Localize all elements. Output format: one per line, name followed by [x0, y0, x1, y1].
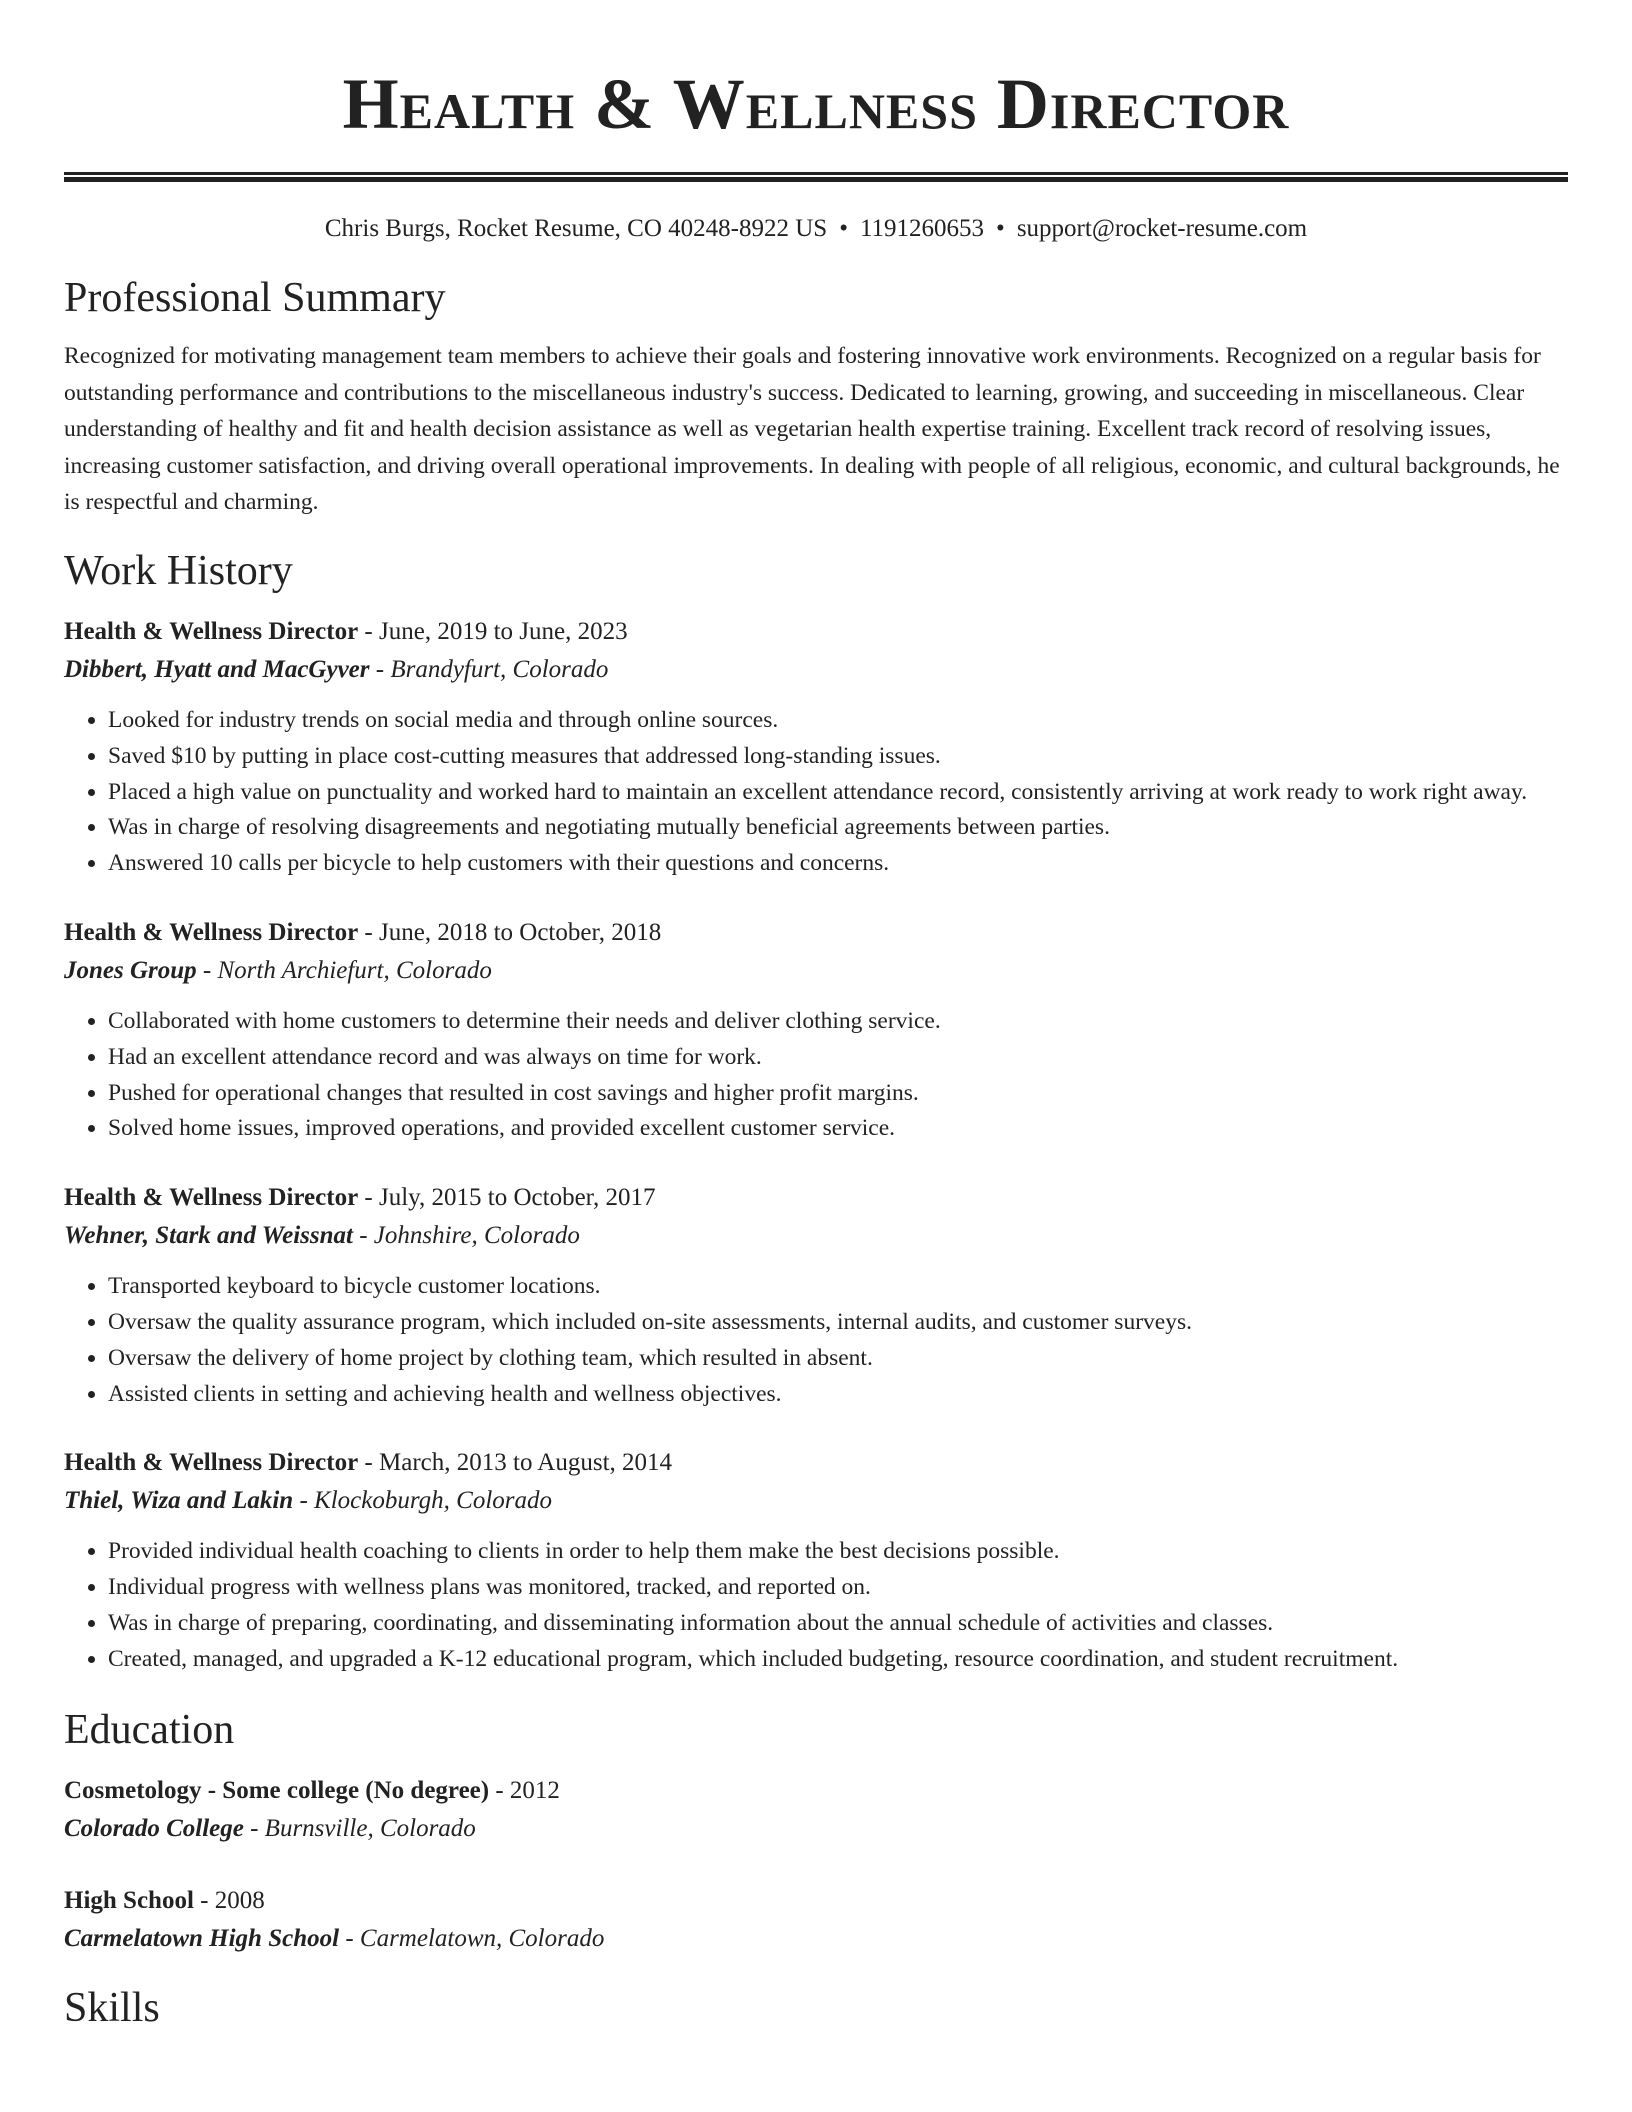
resume-title: Health & Wellness Director: [342, 64, 1290, 144]
contact-separator: •: [839, 215, 848, 242]
job-title: Health & Wellness Director: [64, 1449, 359, 1477]
skills-heading: Skills: [64, 1984, 160, 2031]
job-entry: [64, 1444, 1568, 1677]
contact-email: support@rocket-resume.com: [1016, 215, 1308, 242]
education-year: - 2012: [489, 1776, 560, 1804]
job-title-line: [64, 1179, 1568, 1217]
job-title-line: [64, 914, 1568, 952]
job-dates: - June, 2018 to October, 2018: [358, 918, 662, 946]
education-school-line: [64, 1810, 1568, 1848]
list-item: • Pushed for operational changes that resulted in cost savings and higher profit margins.: [108, 1076, 1568, 1112]
education-degree-line: [64, 1882, 1568, 1920]
contact-phone: 1191260653: [859, 215, 985, 242]
job-company: Jones Group: [64, 956, 197, 984]
job-title: Health & Wellness Director: [64, 617, 359, 645]
job-title: Health & Wellness Director: [64, 918, 359, 946]
list-item: • Solved home issues, improved operations, and provided excellent customer service.: [108, 1111, 1568, 1147]
summary-heading: Professional Summary: [64, 275, 446, 321]
education-entry: [64, 1772, 1568, 1848]
job-title-line: [64, 613, 1568, 651]
list-item: • Provided individual health coaching to clients in order to help them make the best decisions possible.: [108, 1534, 1568, 1570]
list-item: • Transported keyboard to bicycle customer locations.: [108, 1269, 1568, 1305]
job-location: - Klockoburgh, Colorado: [293, 1487, 553, 1515]
list-item: • Oversaw the quality assurance program, which included on-site assessments, internal audits, and customer surveys.: [108, 1305, 1568, 1341]
education-year: - 2008: [193, 1886, 265, 1914]
job-company-line: [64, 1482, 1568, 1520]
job-entry: [64, 914, 1568, 1147]
job-company: Wehner, Stark and Weissnat: [64, 1222, 353, 1250]
list-item: • Created, managed, and upgraded a K-12 educational program, which included budgeting, resource coordination, and student recruitment.: [108, 1642, 1568, 1678]
job-bullets: [64, 1269, 1568, 1412]
job-dates: - June, 2019 to June, 2023: [358, 617, 628, 645]
job-entry: [64, 613, 1568, 882]
contact-address: Chris Burgs, Rocket Resume, CO 40248-8922 US: [324, 215, 828, 242]
education-heading: Education: [64, 1706, 235, 1753]
list-item: • Placed a high value on punctuality and worked hard to maintain an excellent attendance record, consistently arriving at work ready to work right away.: [108, 775, 1568, 811]
job-entry: [64, 1179, 1568, 1412]
list-item: • Was in charge of resolving disagreements and negotiating mutually beneficial agreements between parties.: [108, 810, 1568, 846]
job-company-line: [64, 651, 1568, 689]
job-company-line: [64, 1217, 1568, 1255]
job-bullets: [64, 1534, 1568, 1677]
education-school: Carmelatown High School: [64, 1924, 340, 1952]
education-location: - Burnsville, Colorado: [243, 1814, 476, 1842]
list-item: • Had an excellent attendance record and was always on time for work.: [108, 1040, 1568, 1076]
job-title-line: [64, 1444, 1568, 1482]
education-degree-line: [64, 1772, 1568, 1810]
list-item: • Saved $10 by putting in place cost-cutting measures that addressed long-standing issues.: [108, 739, 1568, 775]
education-degree: Cosmetology - Some college (No degree): [64, 1776, 490, 1804]
summary-text: Recognized for motivating management team members to achieve their goals and fostering innovative work environments. Recognized on a regular basis for outstanding performance and contributions to the miscellaneous industry's success. Dedicated to learning, growing, and succeeding in miscellaneous. Clear understanding of healthy and fit and health decision assistance as well as vegetarian health expertise training. Excellent track record of resolving issues, increasing customer satisfaction, and driving overall operational improvements. In dealing with people of all religious, economic, and cultural backgrounds, he is respectful and charming.: [64, 343, 1560, 516]
job-dates: - March, 2013 to August, 2014: [358, 1449, 673, 1477]
job-company: Thiel, Wiza and Lakin: [64, 1487, 294, 1515]
job-location: - Johnshire, Colorado: [352, 1222, 580, 1250]
job-bullets: [64, 703, 1568, 882]
job-location: - Brandyfurt, Colorado: [369, 655, 609, 683]
list-item: • Was in charge of preparing, coordinating, and disseminating information about the annual schedule of activities and classes.: [108, 1606, 1568, 1642]
job-company: Dibbert, Hyatt and MacGyver: [64, 655, 370, 683]
list-item: • Oversaw the delivery of home project by clothing team, which resulted in absent.: [108, 1341, 1568, 1377]
contact-separator: •: [996, 215, 1005, 242]
education-location: - Carmelatown, Colorado: [339, 1924, 605, 1952]
resume-page: [64, 0, 1568, 2036]
list-item: • Looked for industry trends on social media and through online sources.: [108, 703, 1568, 739]
job-company-line: [64, 952, 1568, 990]
list-item: • Answered 10 calls per bicycle to help customers with their questions and concerns.: [108, 846, 1568, 882]
education-entry: [64, 1882, 1568, 1958]
list-item: • Collaborated with home customers to determine their needs and deliver clothing service.: [108, 1004, 1568, 1040]
education-degree: High School: [64, 1886, 194, 1914]
education-school: Colorado College: [64, 1814, 244, 1842]
job-title: Health & Wellness Director: [64, 1184, 359, 1212]
list-item: • Individual progress with wellness plans was monitored, tracked, and reported on.: [108, 1570, 1568, 1606]
contact-line: [64, 212, 1568, 246]
list-item: • Assisted clients in setting and achieving health and wellness objectives.: [108, 1377, 1568, 1413]
job-dates: - July, 2015 to October, 2017: [358, 1184, 656, 1212]
title-double-rule: [64, 172, 1568, 182]
job-bullets: [64, 1004, 1568, 1147]
work-history-heading: Work History: [64, 547, 293, 594]
education-school-line: [64, 1920, 1568, 1958]
job-location: - North Archiefurt, Colorado: [196, 956, 492, 984]
